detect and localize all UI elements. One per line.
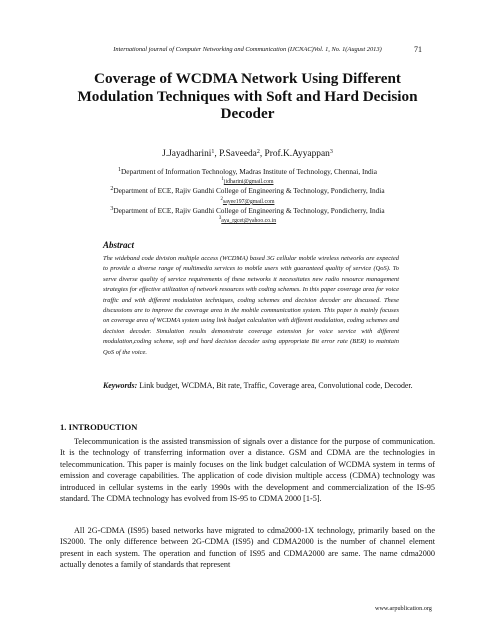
author-mark: 1: [211, 149, 215, 155]
paper-title: Coverage of WCDMA Network Using Different Modulation Techniques with Soft and Hard Decision Decoder: [77, 70, 418, 122]
affiliations: [0, 167, 495, 225]
author-name: P.Saveeda: [219, 149, 257, 159]
author-name: Prof.K.Ayyappan: [264, 149, 330, 159]
email-mark: 3: [218, 216, 222, 222]
affiliation-text: Department of ECE, Rajiv Gandhi College of Engineering & Technology, Pondicherry, India: [113, 205, 385, 215]
abstract-text: The wideband code division multiple access (WCDMA) based 3G cellular mobile wireless networks are expected to provide a diverse range of multimedia services to mobile users with guaranteed quality of service (QoS). To serve diverse quality of service requirements of these networks it necessitates new radio resource management strategies for effective utilization of network resources with coding schemes. In this paper coverage area for voice traffic and with different modulation techniques, coding schemes and decision decoder are discussed. These discussions are to improve the coverage area in the mobile communication system. This paper is mainly focuses on coverage area of WCDMA system using link budget calculation with different modulation, coding schemes and decision decoder. Simulation results demonstrate coverage extension for voice service with different modulation,coding scheme, soft and hard decision decoder using appropriate Bit error rate (BER) to maintain QoS of the voice.: [103, 255, 399, 356]
section-heading: 1. INTRODUCTION: [60, 422, 138, 432]
email-link[interactable]: aya_rgcet@yahoo.co.in: [221, 217, 277, 224]
email-mark: 2: [220, 196, 223, 202]
author-name: J.Jayadharini: [162, 149, 212, 159]
email-link[interactable]: jidharini@gmail.com: [223, 179, 274, 186]
email-link[interactable]: sayee197@gmail.com: [222, 198, 275, 205]
footer-url: www.arpublication.org: [375, 605, 432, 612]
affiliation-mark: 3: [110, 205, 114, 212]
running-header: International journal of Computer Networking and Communication (IJCNAC)Vol. 1, No. 1(August 2013): [113, 46, 382, 53]
page-number: 71: [414, 45, 422, 54]
affiliation: [0, 206, 495, 215]
abstract-heading: Abstract: [103, 240, 135, 250]
keywords: [103, 380, 421, 392]
body-paragraph: All 2G-CDMA (IS95) based networks have migrated to cdma2000-1X technology, primarily based on the IS2000. The only difference between 2G-CDMA (IS95) and CDMA2000 is the number of channel element present in each system. The operation and function of IS95 and CDMA2000 are same. The name cdma2000 actually denotes a family of standards that represent: [60, 526, 435, 570]
affiliation-text: Department of ECE, Rajiv Gandhi College of Engineering & Technology, Pondicherry, India: [113, 186, 385, 196]
email-line: [0, 215, 495, 225]
author-separator: ,: [214, 149, 220, 159]
body-paragraph: Telecommunication is the assisted transmission of signals over a distance for the purpose of communication. It is the technology of transferring information over a distance. GSM and CDMA are the technologies in telecommunication. This paper is mainly focuses on the link budget calculation of WCDMA system in terms of emission and coverage capabilities. The application of code division multiple access (CDMA) technology was introduced in cellular systems in the early 1990s with the development and commercialization of the IS-95 standard. The CDMA technology has evolved from IS-95 to CDMA 2000 [1-5].: [60, 437, 435, 504]
affiliation-mark: 1: [118, 167, 122, 173]
keywords-label: Keywords:: [103, 381, 138, 390]
affiliation-text: Department of Information Technology, Madras Institute of Technology, Chennai, India: [121, 167, 377, 176]
author-line: [0, 149, 495, 159]
email-line: [0, 196, 495, 206]
affiliation: [0, 167, 495, 176]
email-line: [0, 176, 495, 186]
author-mark: 3: [329, 149, 333, 155]
email-mark: 1: [221, 177, 224, 183]
affiliation-mark: 2: [110, 186, 114, 193]
keywords-text: Link budget, WCDMA, Bit rate, Traffic, Coverage area, Convolutional code, Decoder.: [139, 381, 413, 390]
author-mark: 2: [256, 149, 260, 155]
author-separator: ,: [259, 149, 265, 159]
affiliation: [0, 186, 495, 195]
